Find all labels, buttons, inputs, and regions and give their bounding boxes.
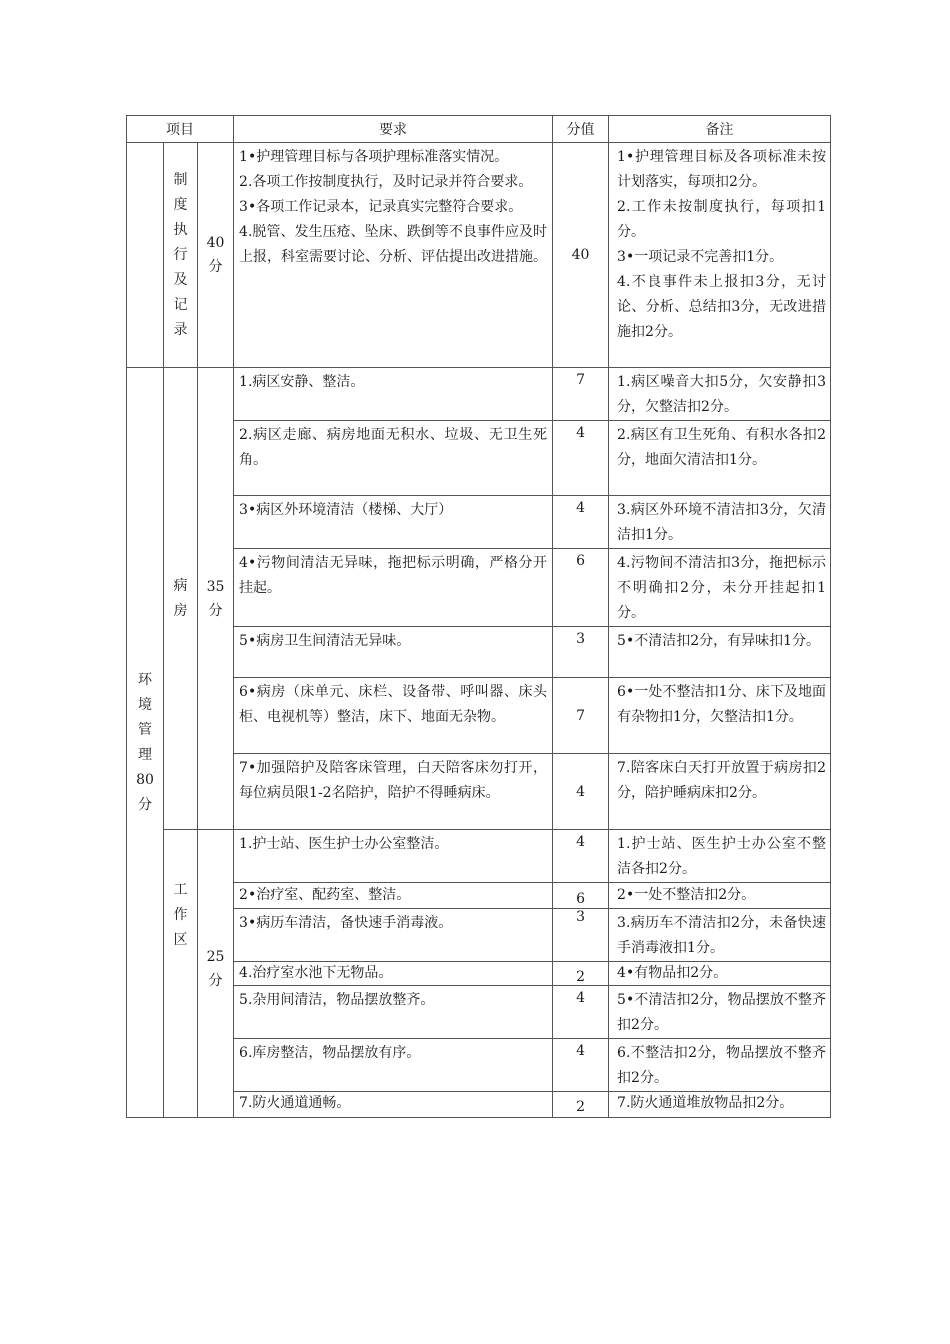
list-item: 4.脱管、发生压疮、坠床、跌倒等不良事件应及时上报，科室需要讨论、分析、评估提出改进措施。 <box>239 224 548 265</box>
ward-val-2: 4 <box>553 421 609 496</box>
list-item: 4.不良事件未上报扣3分，无讨论、分析、总结扣3分，无改进措施扣2分。 <box>617 274 827 340</box>
work-req-3: 3•病历车清洁，备快速手消毒液。 <box>234 909 553 962</box>
ward-val-5: 3 <box>553 627 609 678</box>
header-requirement: 要求 <box>234 116 553 143</box>
work-note-5: 5•不清洁扣2分，物品摆放不整齐扣2分。 <box>609 986 831 1039</box>
ward-req-7: 7•加强陪护及陪客床管理，白天陪客床勿打开，每位病员限1-2名陪护，陪护不得睡病床。 <box>234 754 553 830</box>
header-item: 项目 <box>127 116 234 143</box>
header-remark: 备注 <box>609 116 831 143</box>
header-row <box>127 116 831 143</box>
ward-note-7: 7.陪客床白天打开放置于病房扣2分，陪护睡病床扣2分。 <box>609 754 831 830</box>
ward-val-6: 7 <box>553 678 609 754</box>
ward-note-4: 4.污物间不清洁扣3分，拖把标示不明确扣2分，未分开挂起扣1分。 <box>609 549 831 627</box>
section1-title <box>164 143 198 368</box>
work-req-2: 2•治疗室、配药室、整洁。 <box>234 883 553 909</box>
list-item: 1•护理管理目标及各项标准未按计划落实，每项扣2分。 <box>617 149 827 190</box>
ward-val-3: 4 <box>553 496 609 549</box>
ward-note-2: 2.病区有卫生死角、有积水各扣2分，地面欠清洁扣1分。 <box>609 421 831 496</box>
work-val-4: 2 <box>553 962 609 986</box>
work-note-4: 4•有物品扣2分。 <box>609 962 831 986</box>
list-item: 3•一项记录不完善扣1分。 <box>617 249 784 265</box>
section1-row <box>127 143 831 368</box>
table-row <box>127 830 831 883</box>
section1-blank <box>127 143 164 368</box>
list-item: 2.工作未按制度执行，每项扣1分。 <box>617 199 827 240</box>
ward-note-3: 3.病区外环境不清洁扣3分，欠清洁扣1分。 <box>609 496 831 549</box>
ward-val-7: 4 <box>553 754 609 830</box>
ward-req-4: 4•污物间清洁无异味，拖把标示明确，严格分开挂起。 <box>234 549 553 627</box>
work-note-2: 2•一处不整洁扣2分。 <box>609 883 831 909</box>
section1-remarks <box>609 143 831 368</box>
ward-val-4: 6 <box>553 549 609 627</box>
inspection-table <box>126 115 831 1118</box>
ward-title: 病房 <box>164 368 198 830</box>
work-note-3: 3.病历车不清洁扣2分，未备快速手消毒液扣1分。 <box>609 909 831 962</box>
ward-req-6: 6•病房（床单元、床栏、设备带、呼叫器、床头柜、电视机等）整洁，床下、地面无杂物。 <box>234 678 553 754</box>
section1-score: 40分 <box>198 143 234 368</box>
work-val-3: 3 <box>553 909 609 962</box>
ward-req-5: 5•病房卫生间清洁无异味。 <box>234 627 553 678</box>
work-req-5: 5.杂用间清洁，物品摆放整齐。 <box>234 986 553 1039</box>
work-note-7: 7.防火通道堆放物品扣2分。 <box>609 1092 831 1118</box>
list-item: 3•各项工作记录本，记录真实完整符合要求。 <box>239 199 523 215</box>
work-note-6: 6.不整洁扣2分，物品摆放不整齐扣2分。 <box>609 1039 831 1092</box>
work-val-1: 4 <box>553 830 609 883</box>
work-title: 工作区 <box>164 830 198 1118</box>
work-req-7: 7.防火通道通畅。 <box>234 1092 553 1118</box>
work-val-7: 2 <box>553 1092 609 1118</box>
work-val-6: 4 <box>553 1039 609 1092</box>
work-val-2: 6 <box>553 883 609 909</box>
work-req-6: 6.库房整洁，物品摆放有序。 <box>234 1039 553 1092</box>
section1-requirements <box>234 143 553 368</box>
list-item: 2.各项工作按制度执行，及时记录并符合要求。 <box>239 174 533 190</box>
ward-req-2: 2.病区走廊、病房地面无积水、垃圾、无卫生死角。 <box>234 421 553 496</box>
ward-req-3: 3•病区外环境清洁（楼梯、大厅） <box>234 496 553 549</box>
section1-title-text: 制度执行及记录 <box>173 171 188 338</box>
header-score: 分值 <box>553 116 609 143</box>
ward-note-5: 5•不清洁扣2分，有异味扣1分。 <box>609 627 831 678</box>
work-note-1: 1.护士站、医生护士办公室不整洁各扣2分。 <box>609 830 831 883</box>
ward-req-1: 1.病区安静、整洁。 <box>234 368 553 421</box>
section1-value: 40 <box>553 143 609 368</box>
section2-title: 环境管理80分 <box>127 368 164 1118</box>
ward-score: 35分 <box>198 368 234 830</box>
ward-note-6: 6•一处不整洁扣1分、床下及地面有杂物扣1分，欠整洁扣1分。 <box>609 678 831 754</box>
ward-note-1: 1.病区噪音大扣5分，欠安静扣3分，欠整洁扣2分。 <box>609 368 831 421</box>
work-score: 25分 <box>198 830 234 1118</box>
table-row <box>127 368 831 421</box>
work-val-5: 4 <box>553 986 609 1039</box>
ward-val-1: 7 <box>553 368 609 421</box>
work-req-1: 1.护士站、医生护士办公室整洁。 <box>234 830 553 883</box>
work-req-4: 4.治疗室水池下无物品。 <box>234 962 553 986</box>
list-item: 1•护理管理目标与各项护理标准落实情况。 <box>239 149 509 165</box>
